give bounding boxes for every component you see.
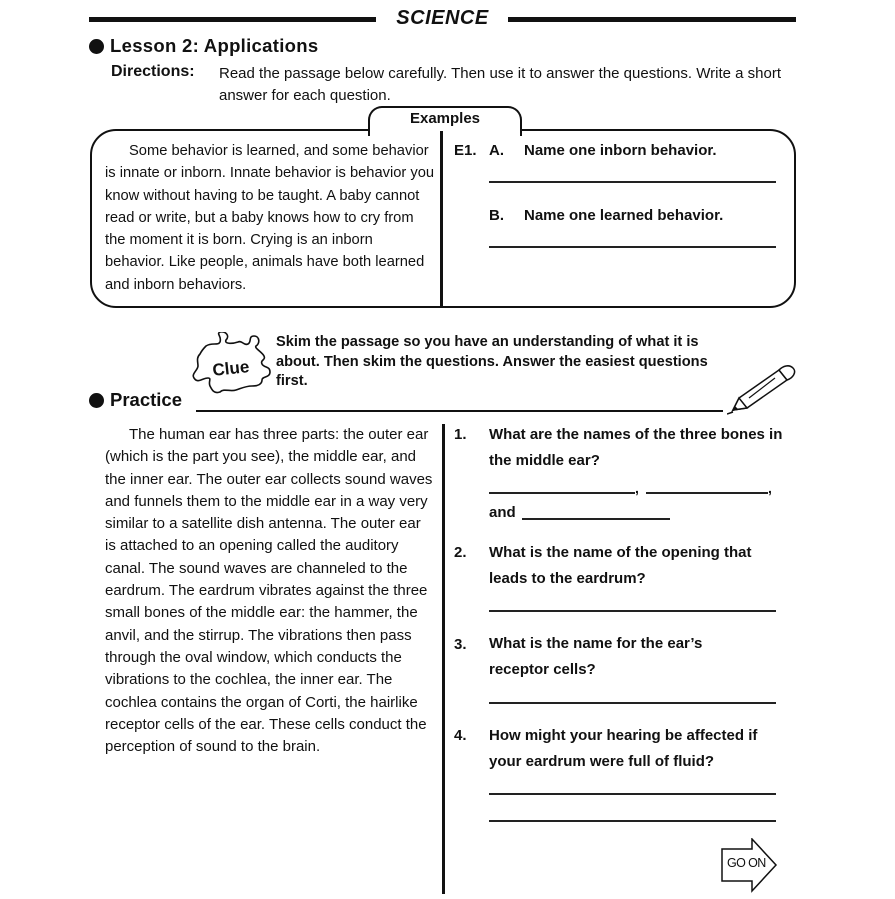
go-on-label[interactable]: GO ON	[727, 856, 766, 870]
example-b-question: Name one learned behavior.	[524, 207, 724, 224]
question-4-answer-line-1[interactable]	[489, 793, 776, 795]
directions-text: Read the passage below carefully. Then use it to answer the questions. Write a short answer for each question.	[219, 65, 781, 104]
clue-text: Skim the passage so you have an understanding of what it is about. Then skim the questions. Answer the easiest questions first.	[276, 334, 708, 389]
practice-divider	[442, 424, 445, 894]
question-1-comma-1: ,	[635, 480, 639, 496]
practice-bullet-icon	[89, 393, 104, 408]
clue-label: Clue	[211, 357, 251, 380]
example-a-answer-line[interactable]	[489, 181, 776, 183]
question-3-answer-line[interactable]	[489, 702, 776, 704]
example-a-question: Name one inborn behavior.	[524, 142, 717, 159]
question-4-text: How might your hearing be affected if your eardrum were full of fluid?	[489, 727, 758, 770]
header-rule-left	[89, 17, 376, 22]
example-a-letter: A.	[489, 142, 504, 159]
question-1-answer-line-3[interactable]	[522, 518, 670, 520]
question-1-answer-line-1[interactable]	[489, 492, 635, 494]
question-4-answer-line-2[interactable]	[489, 820, 776, 822]
examples-tab	[368, 106, 522, 136]
question-1-comma-2: ,	[768, 480, 772, 496]
question-2-number: 2.	[454, 544, 467, 561]
lesson-title: Lesson 2: Applications	[110, 35, 319, 56]
practice-title: Practice	[110, 389, 182, 410]
question-1-and-label: and	[489, 504, 516, 521]
example-number: E1.	[454, 142, 477, 159]
examples-passage	[105, 140, 435, 296]
practice-rule	[196, 410, 723, 412]
example-b-answer-line[interactable]	[489, 246, 776, 248]
practice-passage-text: The human ear has three parts: the outer ear (which is the part you see), the middle ear, and the inner ear. The outer ear collects sound waves and funnels them to the middle ear in a way very similar to a satellite dish antenna. The outer ear is attached to an opening called the auditory canal. The sound waves are channeled to the eardrum. The eardrum vibrates against the three small bones of the middle ear: the hammer, the anvil, and the stirrup. The vibrations then pass through the oval window, which conducts the vibrations to the cochlea, the inner ear. The cochlea contains the organ of Corti, the hairlike receptor cells of the ear. These cells conduct the perception of sound to the brain.	[105, 426, 433, 756]
question-1-number: 1.	[454, 426, 467, 443]
question-4-number: 4.	[454, 727, 467, 744]
question-2-answer-line[interactable]	[489, 610, 776, 612]
clue-puzzle-icon	[192, 332, 274, 401]
question-1-text: What are the names of the three bones in the middle ear?	[489, 426, 783, 469]
subject-title: SCIENCE	[396, 7, 489, 29]
examples-passage-text: Some behavior is learned, and some behavior is innate or inborn. Innate behavior is behavior you know without having to be taught. A baby cannot read or write, but a baby knows how to cry from the moment it is born. Crying is an inborn behavior. Like people, animals have both learned and inborn behaviors.	[105, 143, 435, 293]
question-3-text: What is the name for the ear’s receptor cells?	[489, 635, 703, 678]
directions-label: Directions:	[111, 63, 195, 80]
pencil-icon	[727, 362, 799, 421]
lesson-bullet-icon	[89, 39, 104, 54]
practice-passage	[105, 424, 435, 758]
question-2-text: What is the name of the opening that leads to the eardrum?	[489, 544, 752, 587]
example-b-letter: B.	[489, 207, 504, 224]
header-rule-right	[508, 17, 796, 22]
examples-tab-label: Examples	[409, 110, 481, 127]
examples-divider	[440, 131, 443, 306]
question-1-answer-line-2[interactable]	[646, 492, 768, 494]
question-3-number: 3.	[454, 636, 467, 653]
